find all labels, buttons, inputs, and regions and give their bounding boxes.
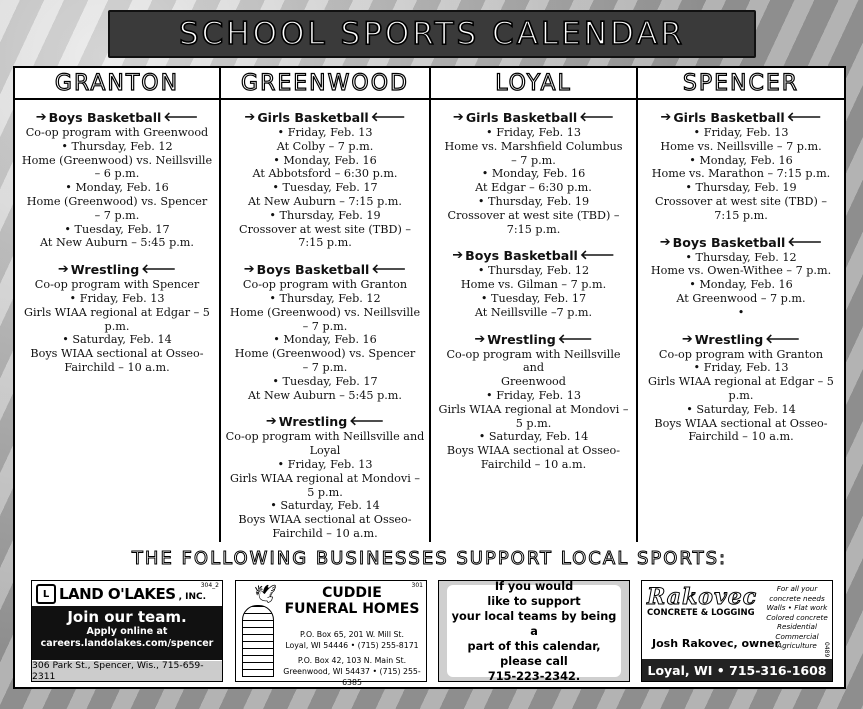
rakovec-owner: Josh Rakovec, owner bbox=[652, 637, 780, 650]
support-ad-text bbox=[447, 579, 621, 683]
schedule-line: • Tuesday, Feb. 17 bbox=[272, 181, 378, 195]
arrow-right-icon: ➔ bbox=[57, 262, 69, 278]
schedule-body bbox=[15, 100, 219, 375]
support-line: please call bbox=[500, 654, 568, 668]
arrow-left-icon: 🡐 bbox=[370, 110, 406, 125]
school-name: GREENWOOD bbox=[221, 68, 429, 100]
schedule-line: At Colby – 7 p.m. bbox=[276, 139, 374, 153]
schedule-line: 5 p.m. bbox=[515, 416, 552, 430]
sport-title-text: Wrestling bbox=[278, 414, 348, 430]
schedule-line: – 7 p.m. bbox=[302, 319, 348, 333]
schedule-line: At New Auburn – 5:45 p.m. bbox=[40, 236, 194, 250]
school-name: SPENCER bbox=[638, 68, 844, 100]
rakovec-logo bbox=[647, 584, 767, 634]
schedule-line: Girls WIAA regional at Mondovi – bbox=[438, 402, 629, 416]
schedule-line: • Friday, Feb. 13 bbox=[486, 388, 581, 402]
sport-section bbox=[19, 110, 215, 250]
schedule-line: Girls WIAA regional at Edgar – 5 p.m. bbox=[648, 375, 834, 402]
sponsor-section bbox=[13, 542, 846, 689]
schedule-line: At Greenwood – 7 p.m. bbox=[676, 291, 806, 305]
arrow-left-icon: 🡐 bbox=[557, 331, 593, 347]
arrow-right-icon: ➔ bbox=[660, 110, 672, 125]
schedule-line: Boys WIAA sectional at Osseo- bbox=[654, 416, 828, 430]
sport-section bbox=[435, 332, 632, 472]
rakovec-service: Walls • Flat work bbox=[766, 603, 828, 612]
school-column-granton bbox=[15, 68, 221, 553]
support-line: like to support bbox=[487, 594, 581, 608]
cuddie-name-line1: CUDDIE bbox=[322, 585, 382, 601]
schedule-line: • Monday, Feb. 16 bbox=[689, 278, 793, 292]
schedule-line: – 6 p.m. bbox=[94, 167, 140, 181]
schedule-line: Fairchild – 10 a.m. bbox=[480, 457, 587, 471]
sport-title-text: Wrestling bbox=[487, 331, 556, 347]
schedule-line: • Friday, Feb. 13 bbox=[277, 126, 373, 139]
schedule-line: • Saturday, Feb. 14 bbox=[62, 333, 172, 347]
schedule-line: 7:15 p.m. bbox=[298, 236, 352, 250]
cuddie-name-line2: FUNERAL HOMES bbox=[284, 601, 420, 617]
support-line: your local teams by being a bbox=[451, 609, 617, 638]
landolakes-name: LAND O'LAKES bbox=[59, 585, 176, 603]
landolakes-logo bbox=[36, 584, 218, 604]
landolakes-careers-link: careers.landolakes.com/spencer bbox=[40, 638, 214, 649]
landolakes-inc: , INC. bbox=[178, 591, 207, 602]
schedule-line: 7:15 p.m. bbox=[506, 222, 561, 236]
dove-icon: 🕊 bbox=[254, 584, 277, 605]
stained-window-icon bbox=[242, 605, 274, 677]
support-line: If you would bbox=[494, 579, 574, 593]
schedule-line: At Edgar – 6:30 p.m. bbox=[475, 181, 592, 195]
sport-title bbox=[435, 110, 632, 126]
schedule-line: • Saturday, Feb. 14 bbox=[478, 430, 589, 444]
schedule-line: • Monday, Feb. 16 bbox=[689, 153, 793, 167]
arrow-left-icon: 🡐 bbox=[579, 110, 615, 125]
support-ad bbox=[438, 580, 630, 682]
schedule-line: Fairchild – 10 a.m. bbox=[272, 526, 378, 540]
schedule-line: • Thursday, Feb. 19 bbox=[685, 181, 797, 195]
schedule-line: Greenwood bbox=[501, 375, 566, 389]
sport-title-text: Girls Basketball bbox=[257, 110, 369, 125]
sport-title bbox=[435, 248, 632, 264]
arrow-right-icon: ➔ bbox=[452, 110, 464, 125]
schedule-line: • Saturday, Feb. 14 bbox=[686, 402, 796, 416]
schedule-line: Home vs. Neillsville – 7 p.m. bbox=[660, 139, 822, 153]
rakovec-sub: CONCRETE & LOGGING bbox=[647, 608, 755, 618]
schedule-line: Crossover at west site (TBD) – bbox=[447, 208, 620, 222]
rakovec-service: concrete needs bbox=[769, 593, 825, 603]
support-line: part of this calendar, bbox=[467, 639, 601, 653]
schedule-line: Home vs. Marathon – 7:15 p.m. bbox=[651, 167, 831, 181]
sport-section bbox=[225, 262, 425, 402]
schedule-line: • Tuesday, Feb. 17 bbox=[480, 291, 587, 305]
schedule-line: Fairchild – 10 a.m. bbox=[64, 360, 170, 374]
schedule-line: Home (Greenwood) vs. Spencer bbox=[26, 194, 208, 208]
sport-title-text: Girls Basketball bbox=[673, 110, 785, 125]
schedule-line: Home vs. Marshfield Columbus bbox=[444, 139, 623, 153]
landolakes-join-panel bbox=[32, 606, 222, 660]
schedule-line: Loyal bbox=[309, 444, 341, 458]
sport-title bbox=[435, 332, 632, 348]
arrow-right-icon: ➔ bbox=[243, 262, 255, 278]
schedule-line: • Tuesday, Feb. 17 bbox=[64, 222, 170, 236]
rakovec-footer: Loyal, WI • 715-316-1608 bbox=[642, 659, 832, 681]
landolakes-address: 306 Park St., Spencer, Wis., 715-659-2311 bbox=[32, 661, 222, 681]
schedule-line: • Thursday, Feb. 12 bbox=[61, 139, 173, 153]
schedule-line: • Monday, Feb. 16 bbox=[273, 153, 377, 167]
rakovec-ad bbox=[641, 580, 833, 682]
schedule-line: • Tuesday, Feb. 17 bbox=[272, 374, 378, 388]
schedule-line: 5 p.m. bbox=[307, 485, 343, 499]
schedule-line: At Neillsville –7 p.m. bbox=[474, 305, 593, 319]
sport-title-text: Boys Basketball bbox=[465, 248, 578, 264]
schedule-line: • Thursday, Feb. 12 bbox=[685, 250, 797, 264]
schedule-line: – 7 p.m. bbox=[94, 208, 140, 222]
sport-title-text: Wrestling bbox=[694, 331, 764, 347]
cuddie-addr-2: Loyal, WI 54446 • (715) 255-8171 bbox=[285, 641, 419, 650]
rakovec-service: Colored concrete bbox=[766, 612, 828, 622]
schedule-line: Co-op program with Granton bbox=[242, 278, 408, 292]
support-phone: 715-223-2342. bbox=[487, 669, 581, 683]
arrow-left-icon: 🡐 bbox=[371, 262, 407, 278]
arrow-right-icon: ➔ bbox=[659, 234, 671, 250]
sport-title bbox=[19, 262, 215, 278]
cuddie-addr-4: Greenwood, WI 54437 • (715) 255-6385 bbox=[283, 667, 421, 687]
schedule-line: Girls WIAA regional at Mondovi – bbox=[230, 471, 420, 485]
schedule-body bbox=[638, 100, 844, 444]
cuddie-name bbox=[280, 585, 424, 617]
arrow-left-icon: 🡐 bbox=[141, 262, 177, 278]
schedule-body bbox=[431, 100, 636, 472]
sport-section bbox=[642, 235, 840, 320]
landolakes-apply-line: Apply online at bbox=[86, 626, 168, 637]
sport-title-text: Wrestling bbox=[70, 262, 140, 278]
schedule-line: At New Auburn – 7:15 p.m. bbox=[248, 194, 402, 208]
schedule-line: • Thursday, Feb. 19 bbox=[269, 208, 381, 222]
ad-number: 301 bbox=[411, 582, 423, 589]
schedule-line: – 7 p.m. bbox=[302, 360, 348, 374]
schedule-line: Boys WIAA sectional at Osseo- bbox=[446, 444, 621, 458]
rakovec-service: For all your bbox=[776, 584, 818, 593]
sport-title-text: Boys Basketball bbox=[256, 262, 370, 278]
schedule-line: Home (Greenwood) vs. Neillsville bbox=[21, 153, 213, 167]
sponsor-heading: THE FOLLOWING BUSINESSES SUPPORT LOCAL SPORTS: bbox=[131, 548, 728, 569]
sport-title bbox=[225, 262, 425, 278]
schedule-line: • Monday, Feb. 16 bbox=[273, 333, 377, 347]
arrow-right-icon: ➔ bbox=[681, 331, 693, 347]
schedule-line: Crossover at west site (TBD) – bbox=[239, 222, 411, 236]
cuddie-addr-1: P.O. Box 65, 201 W. Mill St. bbox=[300, 630, 404, 639]
arrow-left-icon: 🡐 bbox=[765, 331, 801, 347]
sport-title bbox=[19, 110, 215, 126]
sport-section bbox=[19, 262, 215, 375]
sport-title bbox=[225, 414, 425, 430]
calendar-grid bbox=[13, 66, 846, 546]
schedule-line: Boys WIAA sectional at Osseo- bbox=[238, 513, 412, 527]
schedule-line: • Thursday, Feb. 12 bbox=[269, 291, 381, 305]
arrow-right-icon: ➔ bbox=[452, 248, 464, 264]
arrow-left-icon: 🡐 bbox=[349, 414, 385, 430]
schedule-line: • Friday, Feb. 13 bbox=[69, 291, 165, 305]
arrow-left-icon: 🡐 bbox=[786, 110, 822, 125]
school-name: GRANTON bbox=[15, 68, 219, 100]
schedule-line: • Friday, Feb. 13 bbox=[277, 457, 373, 471]
landolakes-ad bbox=[31, 580, 223, 682]
schedule-line: Co-op program with Spencer bbox=[34, 278, 200, 292]
schedule-line: • Friday, Feb. 13 bbox=[693, 126, 789, 139]
rakovec-service: Agriculture bbox=[777, 641, 817, 650]
schedule-line: Home vs. Owen-Withee – 7 p.m. bbox=[650, 264, 832, 278]
schedule-line: Crossover at west site (TBD) – bbox=[655, 194, 827, 208]
schedule-line: • Monday, Feb. 16 bbox=[481, 167, 586, 181]
schedule-line: Boys WIAA sectional at Osseo- bbox=[30, 347, 204, 361]
sport-title bbox=[642, 332, 840, 348]
sport-section bbox=[225, 414, 425, 540]
schedule-line: Home (Greenwood) vs. Neillsville bbox=[229, 305, 421, 319]
arrow-right-icon: ➔ bbox=[35, 110, 47, 125]
sport-title-text: Girls Basketball bbox=[465, 110, 578, 125]
rakovec-service: Residential bbox=[777, 622, 817, 631]
landolakes-mark-icon: L bbox=[36, 584, 56, 604]
arrow-right-icon: ➔ bbox=[265, 414, 277, 430]
cuddie-ad bbox=[235, 580, 427, 687]
schedule-line: • Saturday, Feb. 14 bbox=[270, 499, 380, 513]
school-name: LOYAL bbox=[431, 68, 636, 100]
schedule-line: • Thursday, Feb. 12 bbox=[477, 264, 590, 278]
schedule-line: Co-op program with Granton bbox=[658, 347, 824, 361]
arrow-right-icon: ➔ bbox=[474, 331, 486, 347]
schedule-line: At Abbotsford – 6:30 p.m. bbox=[252, 167, 398, 181]
title-banner bbox=[108, 10, 756, 58]
schedule-body bbox=[221, 100, 429, 541]
sport-title-text: Boys Basketball bbox=[672, 234, 786, 250]
sport-section bbox=[225, 110, 425, 250]
schedule-line: – 7 p.m. bbox=[511, 153, 556, 167]
schedule-line: Co-op program with Neillsville and bbox=[225, 430, 425, 444]
school-column-spencer bbox=[638, 68, 844, 553]
schedule-line: Home vs. Gilman – 7 p.m. bbox=[460, 278, 607, 292]
sport-section bbox=[642, 110, 840, 223]
cuddie-addr-3: P.O. Box 42, 103 N. Main St. bbox=[297, 656, 407, 665]
arrow-left-icon: 🡐 bbox=[163, 110, 199, 125]
ad-number: 0489 bbox=[823, 641, 830, 657]
arrow-right-icon: ➔ bbox=[244, 110, 256, 125]
schedule-line: • Monday, Feb. 16 bbox=[65, 181, 169, 195]
ad-number: 304_2 bbox=[200, 582, 219, 589]
sport-title bbox=[225, 110, 425, 126]
sport-title-text: Boys Basketball bbox=[48, 110, 162, 125]
schedule-line: • Thursday, Feb. 19 bbox=[477, 194, 590, 208]
school-column-greenwood bbox=[221, 68, 431, 553]
sport-section bbox=[435, 110, 632, 236]
schedule-line: Co-op program with Neillsville and bbox=[446, 347, 621, 375]
schedule-line: 7:15 p.m. bbox=[714, 208, 768, 222]
school-column-loyal bbox=[431, 68, 638, 553]
arrow-left-icon: 🡐 bbox=[579, 248, 615, 264]
sport-title bbox=[642, 110, 840, 126]
schedule-line: • Friday, Feb. 13 bbox=[486, 126, 581, 139]
schedule-line: Fairchild – 10 a.m. bbox=[688, 430, 794, 444]
landolakes-join: Join our team. bbox=[67, 608, 187, 626]
rakovec-name: Rakovec bbox=[647, 584, 758, 610]
schedule-line: • Friday, Feb. 13 bbox=[693, 361, 789, 375]
sport-section bbox=[435, 248, 632, 319]
cuddie-addresses bbox=[280, 629, 424, 688]
schedule-line: Girls WIAA regional at Edgar – 5 p.m. bbox=[24, 305, 210, 333]
schedule-line: • bbox=[737, 305, 745, 319]
sport-title bbox=[642, 235, 840, 251]
sport-section bbox=[642, 332, 840, 445]
rakovec-service: Commercial bbox=[775, 631, 819, 641]
schedule-line: Home (Greenwood) vs. Spencer bbox=[234, 347, 416, 361]
schedule-line: At New Auburn – 5:45 p.m. bbox=[248, 388, 402, 402]
arrow-left-icon: 🡐 bbox=[787, 234, 823, 250]
schedule-line: Co-op program with Greenwood bbox=[25, 126, 209, 139]
page-title: SCHOOL SPORTS CALENDAR bbox=[178, 16, 686, 52]
